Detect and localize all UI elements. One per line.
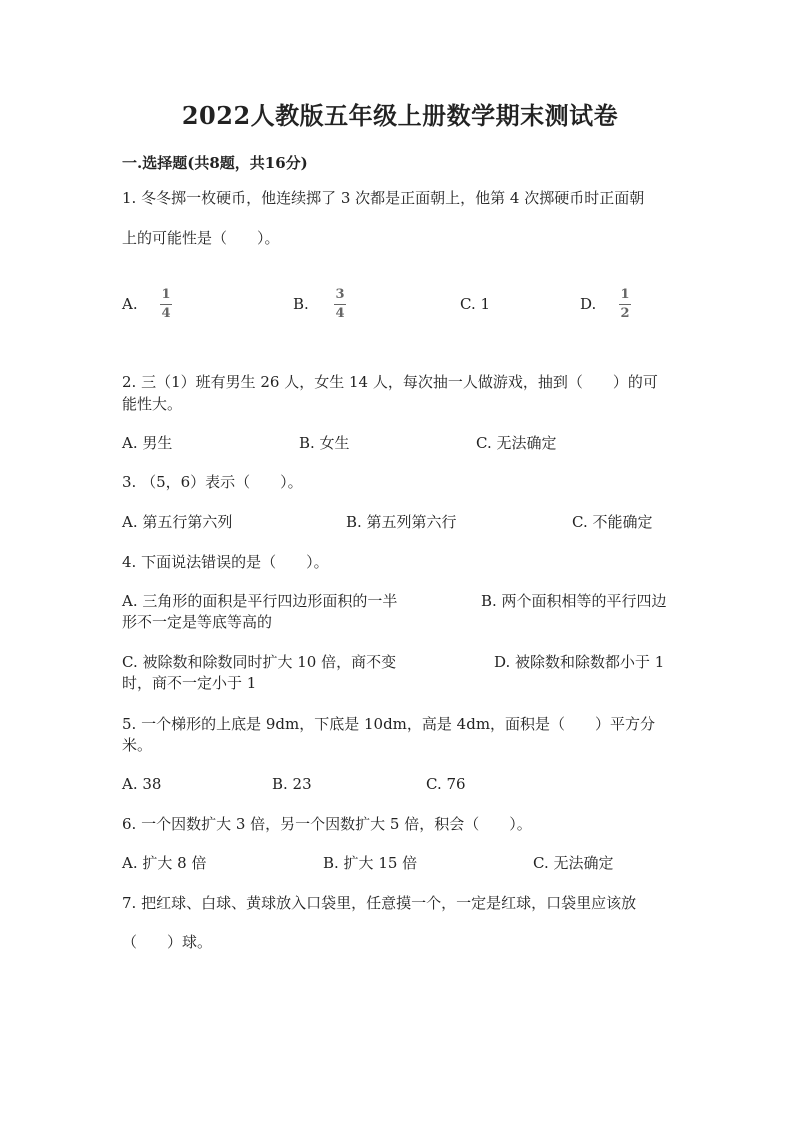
question-4-option-d-line-1: D. 被除数和除数都小于 1 [494, 653, 665, 671]
question-6-option-c: C. 无法确定 [533, 854, 614, 872]
question-1-text-line-2: 上的可能性是（ ）。 [122, 229, 280, 247]
question-2-option-a: A. 男生 [122, 434, 173, 452]
question-1-option-b-fraction [334, 288, 346, 321]
question-2-text-line-2: 能性大。 [122, 395, 183, 413]
question-4-option-c: C. 被除数和除数同时扩大 10 倍，商不变 [122, 653, 397, 671]
question-3-option-c: C. 不能确定 [572, 513, 653, 531]
page-title: 2022人教版五年级上册数学期末测试卷 [181, 101, 619, 130]
question-1-option-b-label: B. [293, 295, 309, 313]
question-2-option-b: B. 女生 [299, 434, 350, 452]
section-heading: 一.选择题(共8题，共16分) [122, 154, 308, 172]
fraction-bar [334, 304, 346, 305]
question-3-option-a: A. 第五行第六列 [122, 513, 233, 531]
question-1-option-a-label: A. [122, 295, 138, 313]
question-2-text-line-1: 2. 三（1）班有男生 26 人，女生 14 人，每次抽一人做游戏，抽到（ ）的可 [122, 373, 658, 391]
question-4-option-a: A. 三角形的面积是平行四边形面积的一半 [122, 592, 398, 610]
question-1-option-c: C. 1 [460, 295, 491, 313]
question-7-text-line-2: （ ）球。 [122, 933, 213, 951]
question-4-option-b-line-1: B. 两个面积相等的平行四边 [481, 592, 667, 610]
question-5-text-line-2: 米。 [122, 736, 153, 754]
question-6-option-a: A. 扩大 8 倍 [122, 854, 207, 872]
fraction-numerator: 1 [620, 287, 630, 302]
question-5-option-c: C. 76 [426, 775, 466, 793]
question-5-option-b: B. 23 [272, 775, 312, 793]
question-5-option-a: A. 38 [122, 775, 162, 793]
question-3-option-b: B. 第五列第六行 [346, 513, 457, 531]
question-1-option-d-label: D. [580, 295, 597, 313]
question-4-option-b-line-2: 形不一定是等底等高的 [122, 613, 273, 631]
question-4-option-d-line-2: 时，商不一定小于 1 [122, 674, 257, 692]
fraction-numerator: 3 [335, 287, 345, 302]
question-5-text-line-1: 5. 一个梯形的上底是 9dm，下底是 10dm，高是 4dm，面积是（ ）平方分 [122, 715, 656, 733]
fraction-denominator: 2 [620, 306, 630, 321]
fraction-numerator: 1 [161, 287, 171, 302]
fraction-bar [160, 304, 172, 305]
fraction-denominator: 4 [161, 306, 171, 321]
question-2-option-c: C. 无法确定 [476, 434, 557, 452]
question-6-option-b: B. 扩大 15 倍 [323, 854, 418, 872]
question-4-text-line-1: 4. 下面说法错误的是（ ）。 [122, 553, 329, 571]
question-3-text-line-1: 3. （5，6）表示（ ）。 [122, 473, 303, 491]
question-1-text-line-1: 1. 冬冬掷一枚硬币，他连续掷了 3 次都是正面朝上，他第 4 次掷硬币时正面朝 [122, 189, 645, 207]
fraction-denominator: 4 [335, 306, 345, 321]
fraction-bar [619, 304, 631, 305]
question-6-text-line-1: 6. 一个因数扩大 3 倍，另一个因数扩大 5 倍，积会（ ）。 [122, 815, 532, 833]
question-1-option-d-fraction [619, 288, 631, 321]
question-7-text-line-1: 7. 把红球、白球、黄球放入口袋里，任意摸一个，一定是红球，口袋里应该放 [122, 894, 637, 912]
question-1-option-a-fraction [160, 288, 172, 321]
